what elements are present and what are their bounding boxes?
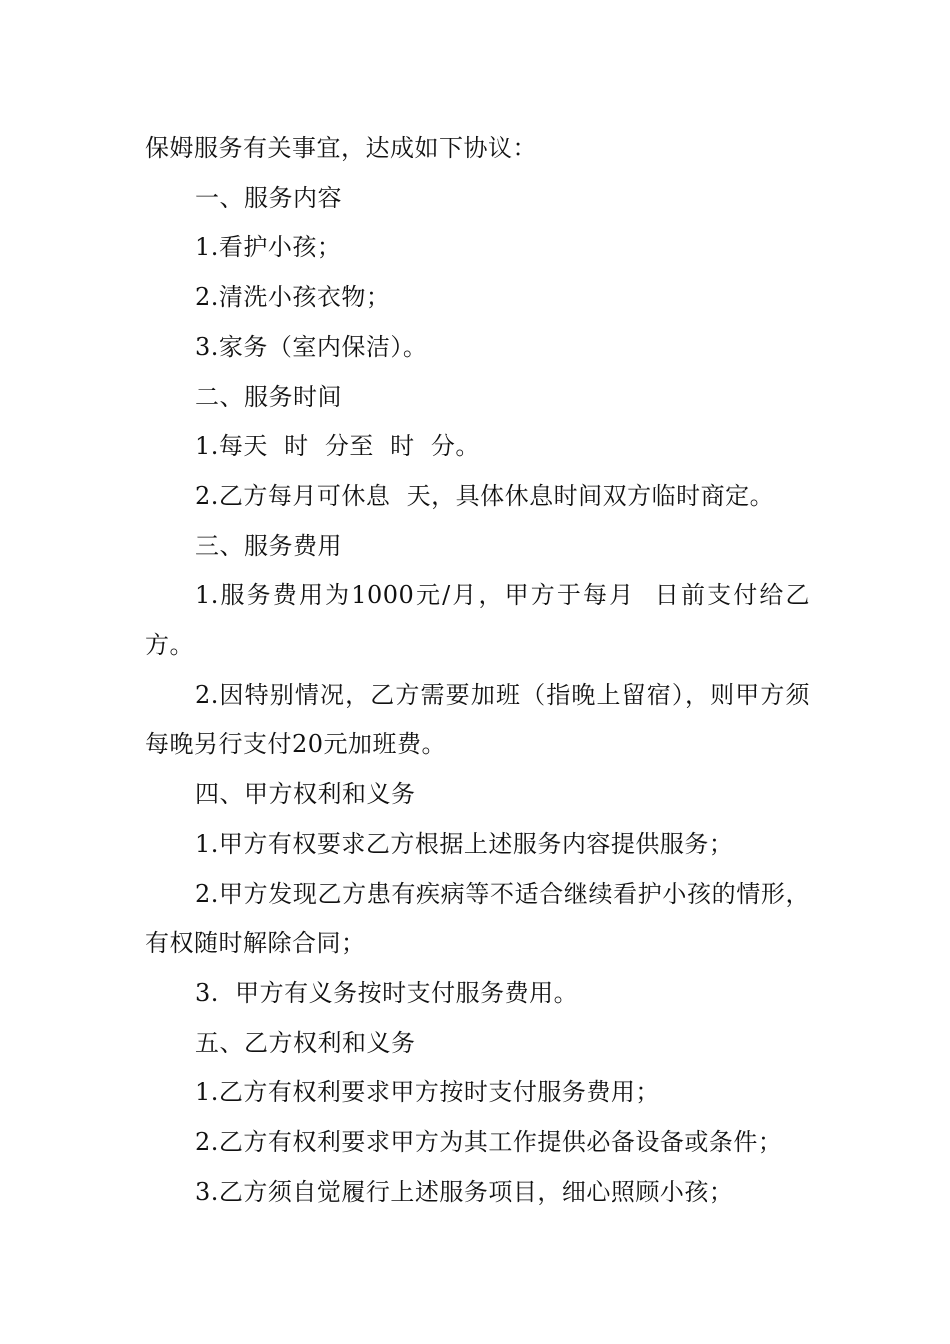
list-item: 1.看护小孩；	[195, 233, 342, 262]
list-item: 2.因特别情况，乙方需要加班（指晚上留宿），则甲方须每晚另行支付20元加班费。	[145, 680, 810, 759]
section-heading-service-fee: 三、服务费用	[195, 531, 342, 560]
list-item: 3. 甲方有义务按时支付服务费用。	[195, 978, 579, 1007]
list-item: 2.乙方每月可休息 天，具体休息时间双方临时商定。	[195, 481, 775, 510]
paragraph-intro: 保姆服务有关事宜，达成如下协议：	[145, 134, 537, 162]
list-item: 1.每天 时 分至 时 分。	[195, 432, 480, 461]
list-item: 3.家务（室内保洁）。	[195, 332, 428, 361]
document-body	[145, 124, 810, 1217]
list-item: 2.甲方发现乙方患有疾病等不适合继续看护小孩的情形，有权随时解除合同；	[145, 879, 810, 958]
list-item: 1.服务费用为1000元/月，甲方于每月 日前支付给乙方。	[145, 581, 810, 660]
list-item: 2.清洗小孩衣物；	[195, 283, 391, 312]
list-item: 3.乙方须自觉履行上述服务项目，细心照顾小孩；	[195, 1177, 734, 1206]
list-item: 1.乙方有权利要求甲方按时支付服务费用；	[195, 1078, 660, 1107]
section-heading-service-content: 一、服务内容	[195, 183, 342, 212]
list-item: 1.甲方有权要求乙方根据上述服务内容提供服务；	[195, 829, 734, 858]
section-heading-service-time: 二、服务时间	[195, 382, 342, 411]
list-item: 2.乙方有权利要求甲方为其工作提供必备设备或条件；	[195, 1128, 783, 1157]
section-heading-party-a-rights: 四、甲方权利和义务	[195, 780, 416, 809]
section-heading-party-b-rights: 五、乙方权利和义务	[195, 1028, 416, 1057]
